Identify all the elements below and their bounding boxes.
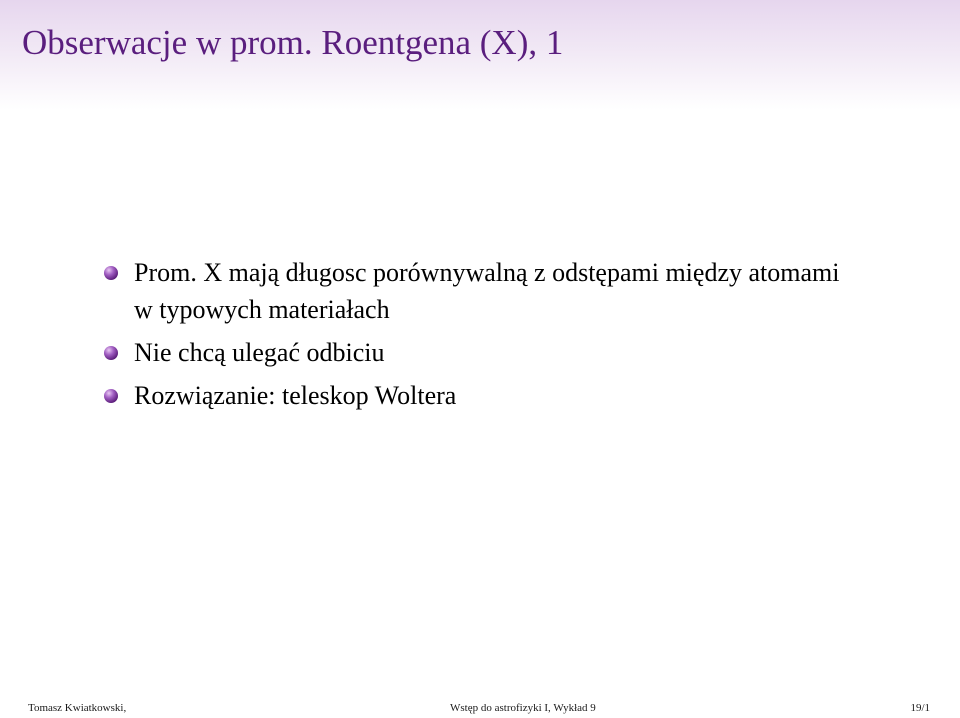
footer-page-number: 19/1 (910, 702, 930, 714)
slide-title: Obserwacje w prom. Roentgena (X), 1 (22, 23, 564, 62)
footer-lecture-title: Wstęp do astrofizyki I, Wykład 9 (450, 702, 596, 714)
bullet-text: Prom. X mają długosc porównywalną z odstępami między atomami w typowych materiałach (134, 258, 840, 324)
list-item (104, 334, 844, 371)
bullet-ball-icon (104, 389, 118, 403)
bullet-list (104, 254, 844, 420)
slide-footer (0, 698, 960, 718)
slide-header (0, 0, 960, 110)
footer-author: Tomasz Kwiatkowski, (28, 702, 127, 714)
bullet-ball-icon (104, 346, 118, 360)
list-item (104, 254, 844, 328)
bullet-ball-icon (104, 266, 118, 280)
bullet-text: Nie chcą ulegać odbiciu (134, 338, 385, 367)
bullet-text: Rozwiązanie: teleskop Woltera (134, 381, 457, 410)
list-item (104, 377, 844, 414)
